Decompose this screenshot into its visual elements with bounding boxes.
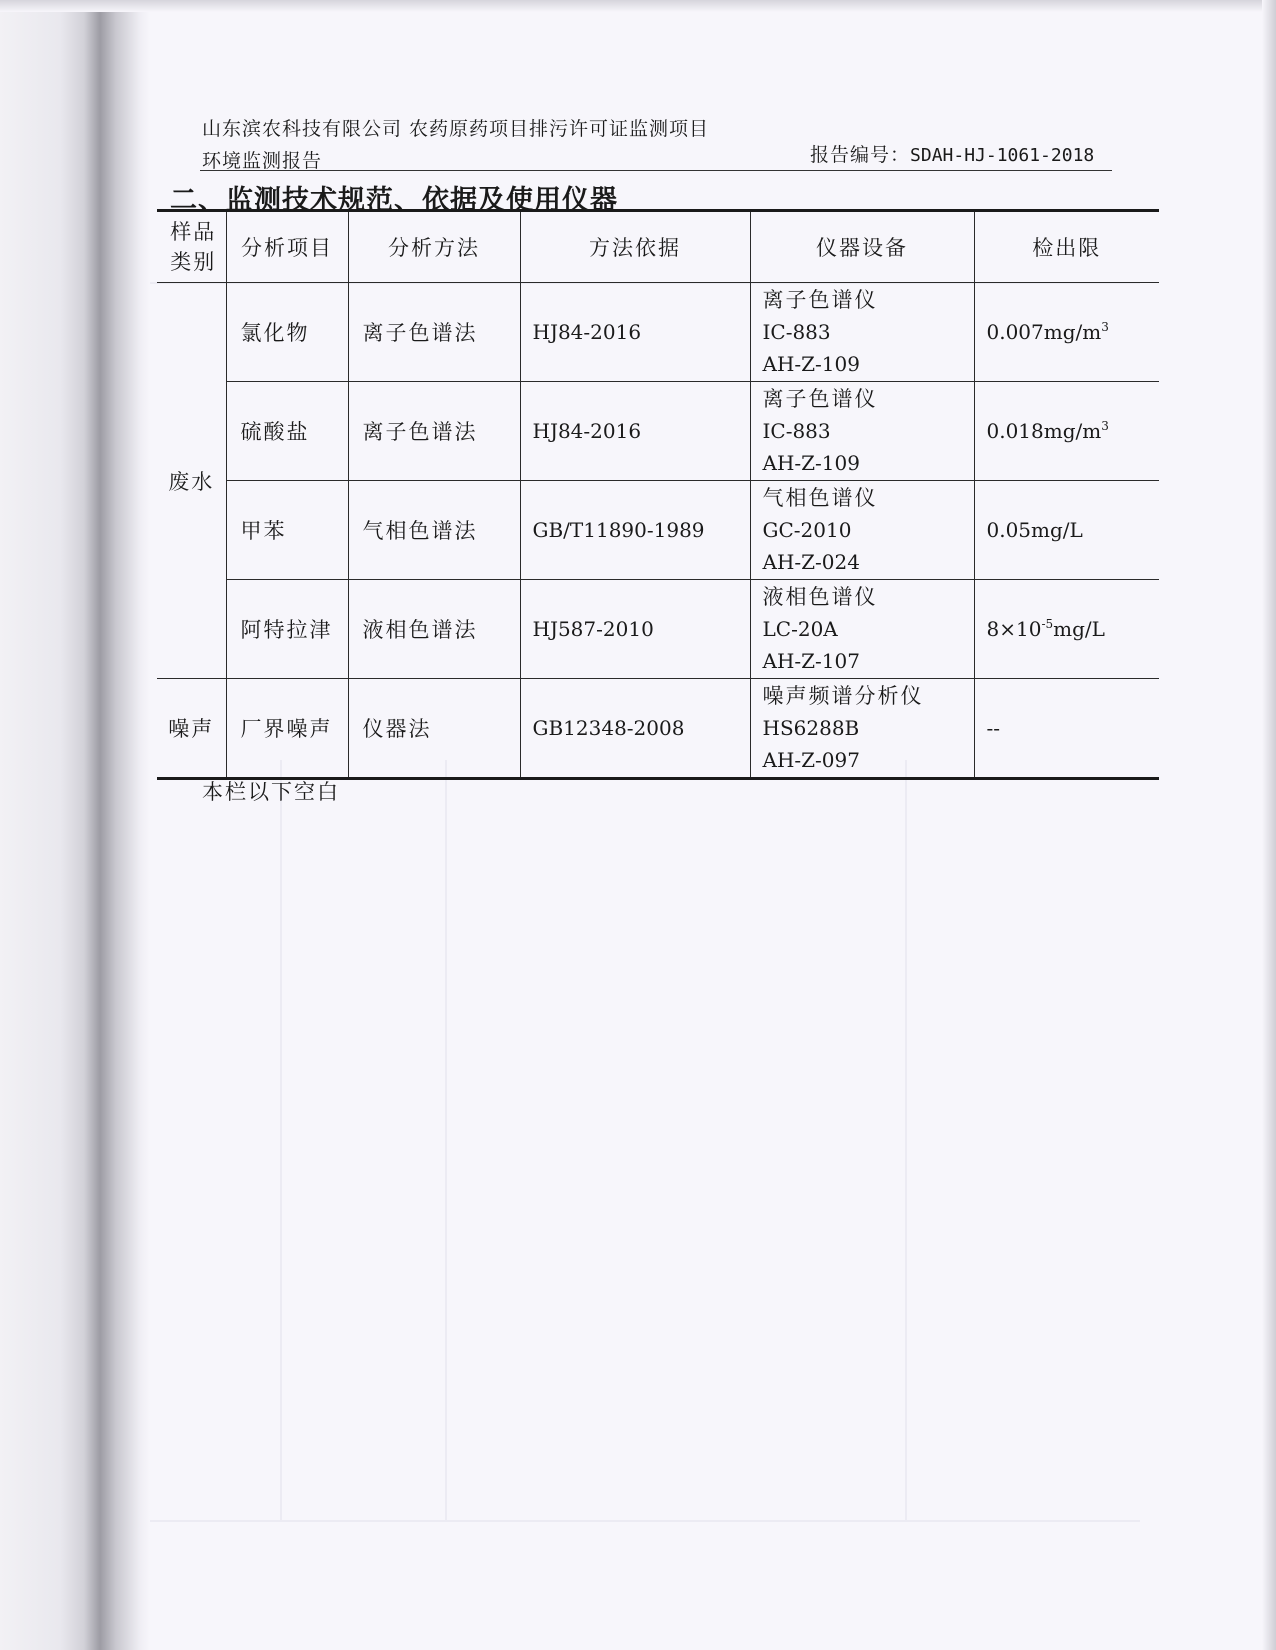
basis-cell: HJ84-2016 xyxy=(520,382,750,481)
limit-superscript: 3 xyxy=(1101,320,1109,334)
table-row xyxy=(157,580,1159,679)
method-cell: 仪器法 xyxy=(348,679,520,779)
instrument-id: AH-Z-107 xyxy=(762,649,860,673)
limit-cell xyxy=(974,283,1159,382)
method-cell: 离子色谱法 xyxy=(348,283,520,382)
report-type-header: 环境监测报告 xyxy=(202,150,323,172)
instrument-name: 离子色谱仪 xyxy=(762,288,878,312)
company-project-header: 山东滨农科技有限公司 农药原药项目排污许可证监测项目 xyxy=(202,118,710,140)
report-number-value: SDAH-HJ-1061-2018 xyxy=(910,145,1095,166)
limit-value: 0.018mg/m xyxy=(986,419,1102,443)
basis-cell: GB12348-2008 xyxy=(520,679,750,779)
instrument-cell xyxy=(750,382,974,481)
header-rule xyxy=(200,170,1112,171)
item-cell: 阿特拉津 xyxy=(226,580,348,679)
instrument-cell xyxy=(750,283,974,382)
basis-cell: HJ84-2016 xyxy=(520,283,750,382)
instrument-cell xyxy=(750,679,974,779)
limit-cell xyxy=(974,679,1159,779)
header-method: 分析方法 xyxy=(348,211,520,283)
category-cell: 噪声 xyxy=(157,679,226,779)
instrument-name: 气相色谱仪 xyxy=(762,486,878,510)
instrument-id: AH-Z-109 xyxy=(762,352,860,376)
limit-suffix: mg/L xyxy=(1053,617,1105,641)
bleed-through-line xyxy=(445,760,447,1520)
header-limit: 检出限 xyxy=(974,211,1159,283)
instrument-cell xyxy=(750,580,974,679)
blank-below-note: 本栏以下空白 xyxy=(202,780,340,804)
instrument-name: 液相色谱仪 xyxy=(762,585,878,609)
header-category xyxy=(157,211,226,283)
bleed-through-line xyxy=(905,760,907,1520)
page-right-edge xyxy=(1262,0,1276,1650)
limit-value: -- xyxy=(986,716,1001,740)
header-basis: 方法依据 xyxy=(520,211,750,283)
bleed-through-line xyxy=(150,1520,1140,1522)
limit-value: 0.05mg/L xyxy=(986,518,1083,542)
instrument-id: AH-Z-024 xyxy=(762,550,860,574)
instrument-model: IC-883 xyxy=(762,320,831,344)
instrument-model: HS6288B xyxy=(762,716,860,740)
basis-cell: GB/T11890-1989 xyxy=(520,481,750,580)
table-row xyxy=(157,481,1159,580)
limit-cell xyxy=(974,580,1159,679)
limit-superscript: 3 xyxy=(1101,419,1109,433)
instrument-name: 离子色谱仪 xyxy=(762,387,878,411)
header-item: 分析项目 xyxy=(226,211,348,283)
instrument-id: AH-Z-097 xyxy=(762,748,860,772)
method-cell: 气相色谱法 xyxy=(348,481,520,580)
item-cell: 硫酸盐 xyxy=(226,382,348,481)
table-row xyxy=(157,382,1159,481)
category-cell: 废水 xyxy=(157,283,226,679)
table-header-row xyxy=(157,211,1159,283)
monitoring-methods-table xyxy=(157,209,1159,780)
item-cell: 甲苯 xyxy=(226,481,348,580)
page-top-edge xyxy=(0,0,1276,12)
limit-value: 0.007mg/m xyxy=(986,320,1102,344)
instrument-id: AH-Z-109 xyxy=(762,451,860,475)
instrument-name: 噪声频谱分析仪 xyxy=(762,684,924,708)
header-instrument: 仪器设备 xyxy=(750,211,974,283)
report-number xyxy=(810,140,1094,167)
method-cell: 液相色谱法 xyxy=(348,580,520,679)
method-cell: 离子色谱法 xyxy=(348,382,520,481)
limit-cell xyxy=(974,382,1159,481)
report-number-label: 报告编号： xyxy=(810,144,911,166)
header-category-line1: 样品 xyxy=(170,220,217,244)
header-category-line2: 类别 xyxy=(170,250,217,274)
instrument-model: LC-20A xyxy=(762,617,838,641)
instrument-cell xyxy=(750,481,974,580)
table-row xyxy=(157,283,1159,382)
section-title: 二、监测技术规范、依据及使用仪器 xyxy=(170,185,618,216)
basis-cell: HJ587-2010 xyxy=(520,580,750,679)
table-row xyxy=(157,679,1159,779)
instrument-model: IC-883 xyxy=(762,419,831,443)
limit-prefix: 8×10 xyxy=(986,617,1042,641)
instrument-model: GC-2010 xyxy=(762,518,852,542)
binding-shadow xyxy=(0,0,150,1650)
limit-superscript: -5 xyxy=(1041,617,1054,631)
item-cell: 厂界噪声 xyxy=(226,679,348,779)
bleed-through-line xyxy=(280,760,282,1520)
item-cell: 氯化物 xyxy=(226,283,348,382)
limit-cell xyxy=(974,481,1159,580)
